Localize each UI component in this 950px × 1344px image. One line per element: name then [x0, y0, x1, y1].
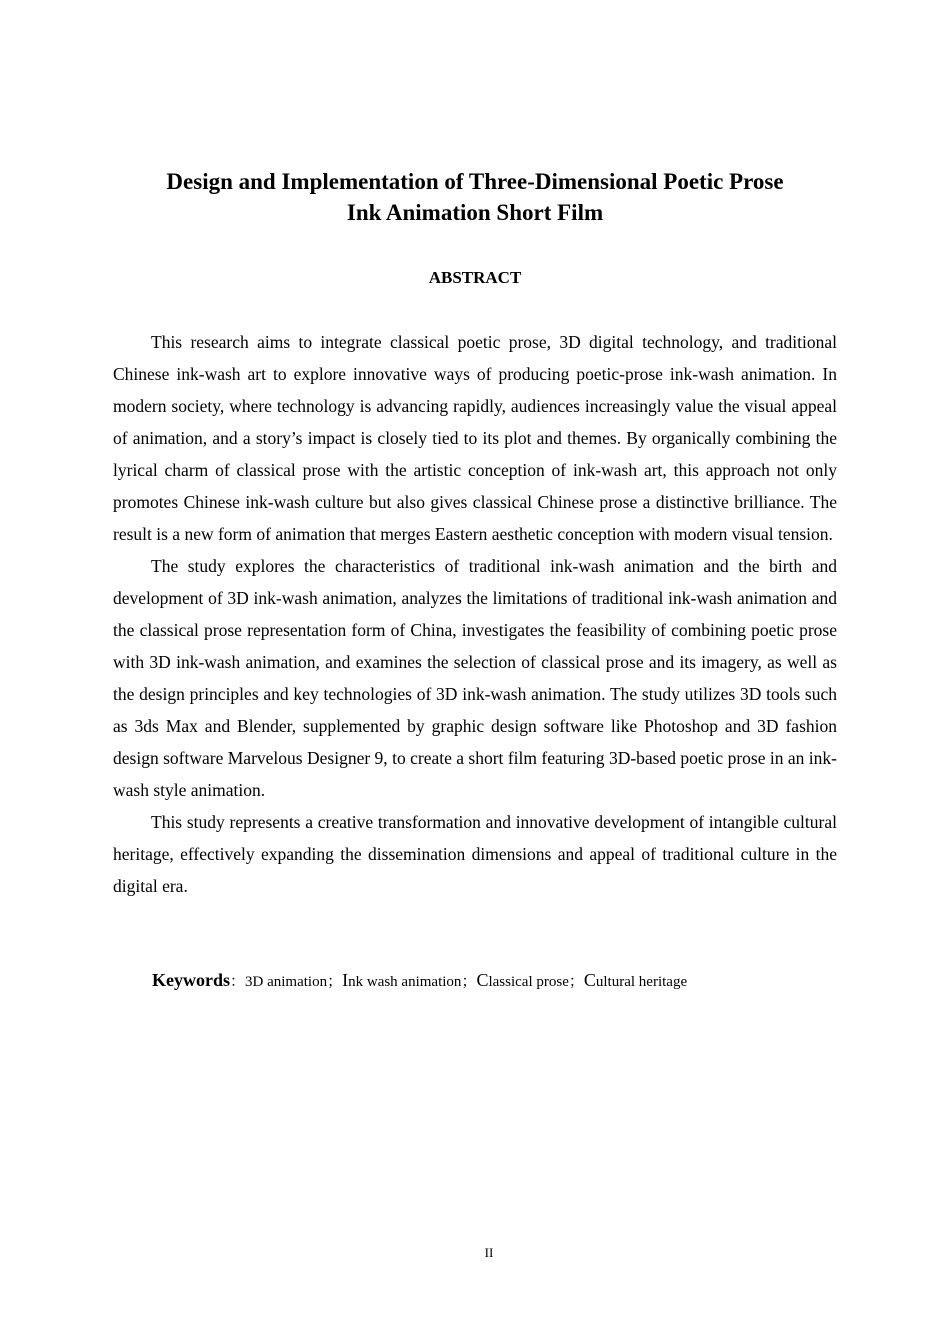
- keyword-item: [342, 970, 462, 990]
- thesis-title: [100, 166, 850, 228]
- keyword-text: lassical prose: [488, 974, 569, 990]
- keyword-item: [583, 970, 688, 990]
- abstract-paragraph-2: The study explores the characteristics of traditional ink-wash animation and the birth and development of 3D ink-wash animation, analyzes the limitations of traditional ink-wash animation and the classical prose representation form of China, investigates the feasibility of combining poetic prose with 3D ink-wash animation, and examines the selection of classical prose and its imagery, as well as the design principles and key technologies of 3D ink-wash animation. The study utilizes 3D tools such as 3ds Max and Blender, supplemented by graphic design software like Photoshop and 3D fashion design software Marvelous Designer 9, to create a short film featuring 3D-based poetic prose in an ink-wash style animation.: [113, 556, 837, 800]
- keyword-separator: ；: [461, 974, 477, 990]
- keyword-initial: I: [342, 970, 349, 990]
- keyword-separator: ；: [327, 974, 343, 990]
- keyword-initial: C: [583, 970, 596, 990]
- keyword-text: ultural heritage: [595, 974, 688, 990]
- keyword-text: nk wash animation: [348, 974, 462, 990]
- keywords-label-separator: ：: [230, 974, 246, 990]
- abstract-paragraph-3: This study represents a creative transformation and innovative development of intangible cultural heritage, effectively expanding the dissemination dimensions and appeal of traditional culture in the digital era.: [113, 812, 837, 896]
- abstract-paragraph-1: This research aims to integrate classical poetic prose, 3D digital technology, and traditional Chinese ink-wash art to explore innovative ways of producing poetic-prose ink-wash animation. In modern society, where technology is advancing rapidly, audiences increasingly value the visual appeal of animation, and a story’s impact is closely tied to its plot and themes. By organically combining the lyrical charm of classical prose with the artistic conception of ink-wash art, this approach not only promotes Chinese ink-wash culture but also gives classical Chinese prose a distinctive brilliance. The result is a new form of animation that merges Eastern aesthetic conception with modern visual tension.: [113, 332, 837, 544]
- keyword-item: [245, 974, 327, 990]
- thesis-title-line-2: Ink Animation Short Film: [346, 200, 604, 225]
- keywords-label: Keywords: [152, 970, 230, 990]
- keywords-line: [152, 966, 852, 996]
- page-number: II: [484, 1245, 494, 1260]
- abstract-heading: ABSTRACT: [428, 268, 522, 287]
- keyword-initial: C: [476, 970, 489, 990]
- abstract-body: [113, 326, 837, 902]
- keyword-item: [476, 970, 569, 990]
- keyword-separator: ；: [568, 974, 584, 990]
- thesis-title-line-1: Design and Implementation of Three-Dimensional Poetic Prose: [166, 169, 784, 194]
- keyword-text: 3D animation: [245, 974, 328, 990]
